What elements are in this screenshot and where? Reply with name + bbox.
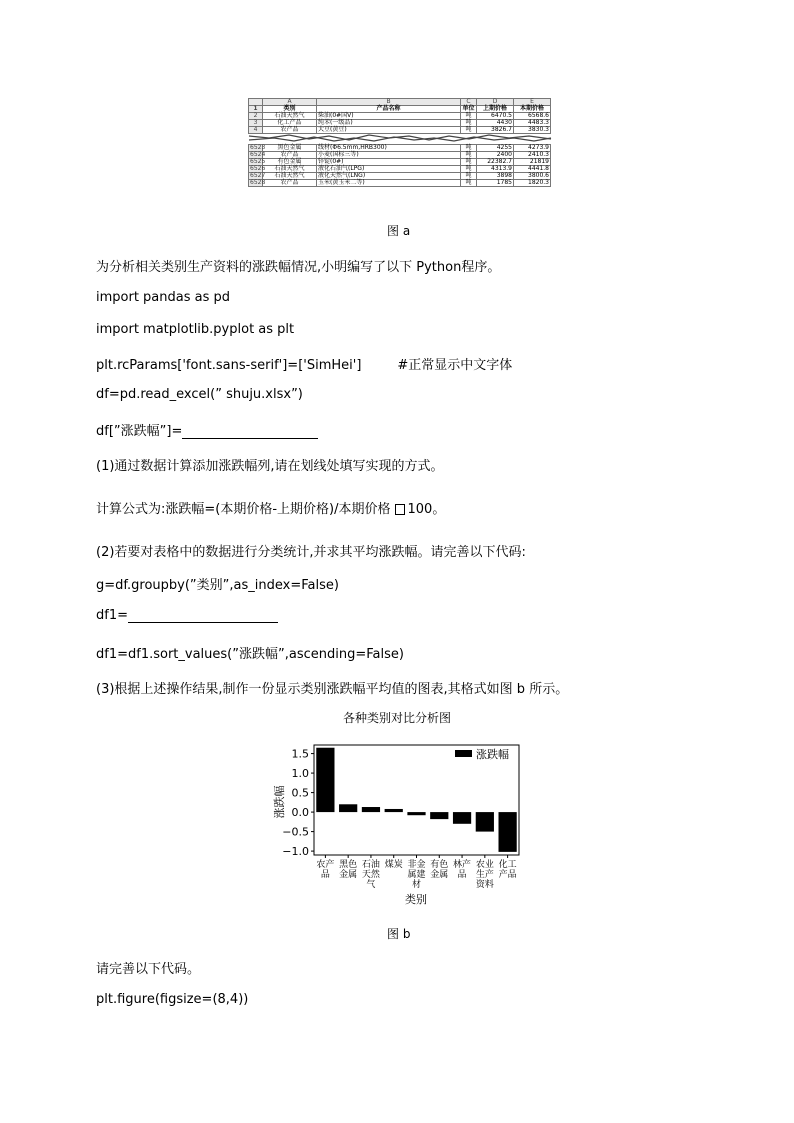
table-cell: 吨 [461, 113, 477, 120]
x-tick-label-line: 气 [366, 880, 376, 890]
row-number: 6525 [250, 158, 266, 165]
bar [316, 748, 334, 812]
table-cell: 4441.8 [514, 166, 551, 173]
rcparams-comment: #正常显示中文字体 [397, 358, 513, 373]
x-tick-label-line: 金属 [339, 870, 358, 880]
x-tick-label [316, 858, 334, 880]
table-cell: 液化石油气(LPG) [317, 166, 461, 173]
x-tick-label [407, 858, 425, 890]
table-cell: 黑色金属 [263, 145, 317, 152]
bar [407, 812, 425, 815]
table-cell: 3898 [477, 173, 514, 180]
table-cell: 21819 [514, 159, 551, 166]
x-tick-label [476, 858, 494, 890]
row-number: 3 [249, 120, 263, 127]
y-tick-label: 1.5 [291, 747, 309, 761]
torn-edge-graphic [249, 134, 551, 142]
table-cell: 吨 [461, 166, 477, 173]
new-column-code: df[”涨跌幅”]= [96, 424, 183, 439]
x-tick-label-line: 黑色 [339, 860, 358, 870]
table-cell: 小麦(国标三等) [317, 152, 461, 159]
y-tick-label: 0.0 [291, 806, 309, 820]
x-tick-label-line: 煤炭 [384, 860, 403, 870]
x-tick-label-line: 生产 [475, 870, 494, 880]
intro-text: 为分析相关类别生产资料的涨跌幅情况,小明编写了以下 Python程序。 [96, 260, 501, 275]
table-cell: 石油天然气 [263, 113, 317, 120]
code-line-figure: plt.figure(figsize=(8,4)) [96, 992, 249, 1007]
table-cell: 2410.3 [514, 152, 551, 159]
table-cell: 液化天然气(LNG) [317, 173, 461, 180]
table-cell: 3830.3 [514, 127, 551, 134]
table-cell: 纯苯(一级品) [317, 120, 461, 127]
x-tick-label [362, 858, 381, 890]
row-number: 6524 [250, 151, 266, 158]
x-tick-label [339, 858, 357, 880]
row-number: 1 [249, 106, 263, 113]
row-number: 6527 [250, 172, 266, 179]
header-cell: 类别 [263, 106, 317, 113]
row-number: 6523 [250, 144, 266, 151]
y-tick-label: 1.0 [291, 767, 309, 781]
x-tick-label-line: 非金 [407, 860, 426, 870]
table-cell: 1820.3 [514, 180, 551, 187]
x-tick-label-line: 农产 [316, 860, 335, 870]
x-tick-label-line: 林产 [453, 860, 472, 870]
x-tick-label-line: 产品 [498, 870, 517, 880]
legend-label: 涨跌幅 [476, 748, 509, 761]
figure-a-caption: 图 a [387, 224, 411, 238]
question-2-text: (2)若要对表格中的数据进行分类统计,并求其平均涨跌幅。请完善以下代码: [96, 545, 526, 560]
x-axis-label: 类别 [405, 893, 427, 906]
bar [453, 812, 471, 824]
spreadsheet-figure [248, 98, 550, 202]
code-line-new-column [96, 420, 318, 439]
rcparams-code: plt.rcParams['font.sans-serif']=['SimHei'] [96, 358, 362, 373]
code-line-groupby: g=df.groupby(”类别”,as_index=False) [96, 578, 339, 593]
legend-swatch [455, 750, 472, 757]
code-line-sort-values: df1=df1.sort_values(”涨跌幅”,ascending=False) [96, 647, 404, 662]
x-tick-label [499, 858, 517, 880]
placeholder-box-icon [395, 504, 405, 515]
table-cell: 吨 [461, 120, 477, 127]
table-cell: 吨 [461, 145, 477, 152]
table-row [249, 180, 551, 187]
bar [430, 812, 448, 819]
chart-title: 各种类别对比分析图 [342, 711, 452, 725]
x-tick-label-line: 有色 [430, 860, 449, 870]
plot-frame [314, 745, 519, 855]
y-axis-label: 涨跌幅 [273, 785, 286, 819]
table-cell: 石油天然气 [263, 173, 317, 180]
bar [362, 807, 380, 812]
bar-chart [262, 705, 542, 915]
table-cell: 柴油(0#国V) [317, 113, 461, 120]
table-cell: 农产品 [263, 152, 317, 159]
column-letter: E [514, 99, 551, 106]
x-tick-label-line: 属建 [407, 870, 426, 880]
x-tick-label [430, 858, 448, 880]
table-cell: 石油天然气 [263, 166, 317, 173]
y-tick-label: −0.5 [282, 825, 309, 839]
table-cell: 吨 [461, 159, 477, 166]
formula-line [96, 498, 445, 517]
code-line-df1 [96, 608, 278, 623]
table-cell: 22382.7 [477, 159, 514, 166]
answer-blank-2[interactable] [128, 610, 278, 623]
table-cell: 吨 [461, 173, 477, 180]
bar [339, 804, 357, 812]
question-3-text: (3)根据上述操作结果,制作一份显示类别涨跌幅平均值的图表,其格式如图 b 所示。 [96, 682, 569, 697]
table-cell: 6470.5 [477, 113, 514, 120]
complete-code-text: 请完善以下代码。 [96, 962, 201, 977]
table-row [249, 127, 551, 134]
code-line-read-excel: df=pd.read_excel(” shuju.xlsx”) [96, 387, 303, 402]
row-number: 6526 [250, 165, 266, 172]
df1-code: df1= [96, 608, 128, 623]
y-tick-label: 0.5 [291, 786, 309, 800]
x-tick-label [453, 858, 471, 880]
table-cell: 农产品 [263, 180, 317, 187]
table-cell: 吨 [461, 152, 477, 159]
table-cell: 线材(Φ6.5mm,HRB300) [317, 145, 461, 152]
row-number: 6528 [250, 179, 266, 186]
code-line-rcparams [96, 354, 512, 373]
x-tick-label-line: 品 [457, 870, 467, 880]
x-tick-label-line: 金属 [430, 870, 449, 880]
table-cell: 有色金属 [263, 159, 317, 166]
table-cell: 4273.9 [514, 145, 551, 152]
spreadsheet-table [248, 98, 551, 187]
x-tick-label-line: 农业 [475, 860, 494, 870]
table-cell: 大豆(黄豆) [317, 127, 461, 134]
column-letter: C [461, 99, 477, 106]
table-cell: 3800.6 [514, 173, 551, 180]
header-cell: 产品名称 [317, 106, 461, 113]
code-line-import-pandas: import pandas as pd [96, 290, 231, 305]
table-cell: 农产品 [263, 127, 317, 134]
table-cell: 化工产品 [263, 120, 317, 127]
table-cell: 2400 [477, 152, 514, 159]
x-tick-label-line: 品 [320, 870, 330, 880]
header-cell: 单位 [462, 105, 475, 112]
table-cell: 4255 [477, 145, 514, 152]
column-letter: A [263, 99, 317, 106]
formula-tail: 100。 [407, 502, 446, 517]
bar [499, 812, 517, 852]
x-tick-label-line: 天然 [361, 870, 380, 880]
x-tick-label-line: 资料 [475, 880, 494, 890]
code-line-import-matplotlib: import matplotlib.pyplot as plt [96, 322, 295, 337]
table-cell: 吨 [461, 127, 477, 134]
table-cell: 1785 [477, 180, 514, 187]
bar [476, 812, 494, 832]
answer-blank-1[interactable] [182, 426, 318, 439]
x-tick-label-line: 石油 [361, 860, 380, 870]
table-cell: 6568.6 [514, 113, 551, 120]
table-cell: 4430 [477, 120, 514, 127]
x-tick-label [385, 858, 403, 870]
x-tick-label-line: 化工 [498, 860, 517, 870]
table-cell: 3826.7 [477, 127, 514, 134]
header-cell: 上期价格 [477, 106, 514, 113]
row-number: 2 [249, 113, 263, 120]
row-number: 4 [249, 127, 263, 134]
question-1-text: (1)通过数据计算添加涨跌幅列,请在划线处填写实现的方式。 [96, 459, 444, 474]
column-letter: D [477, 99, 514, 106]
header-cell: 本期价格 [514, 106, 551, 113]
table-cell: 4313.9 [477, 166, 514, 173]
table-cell: 玉米(黄玉米二等) [317, 180, 461, 187]
figure-b-caption: 图 b [387, 927, 411, 941]
x-tick-label-line: 材 [411, 880, 422, 890]
column-letter: B [317, 99, 461, 106]
table-cell: 4483.3 [514, 120, 551, 127]
y-tick-label: −1.0 [282, 845, 309, 859]
bar [385, 809, 403, 812]
table-cell: 吨 [461, 180, 477, 187]
table-cell: 锌锭(0#) [317, 159, 461, 166]
formula-text: 计算公式为:涨跌幅=(本期价格-上期价格)/本期价格 [96, 502, 391, 517]
torn-gap-row [249, 134, 551, 145]
